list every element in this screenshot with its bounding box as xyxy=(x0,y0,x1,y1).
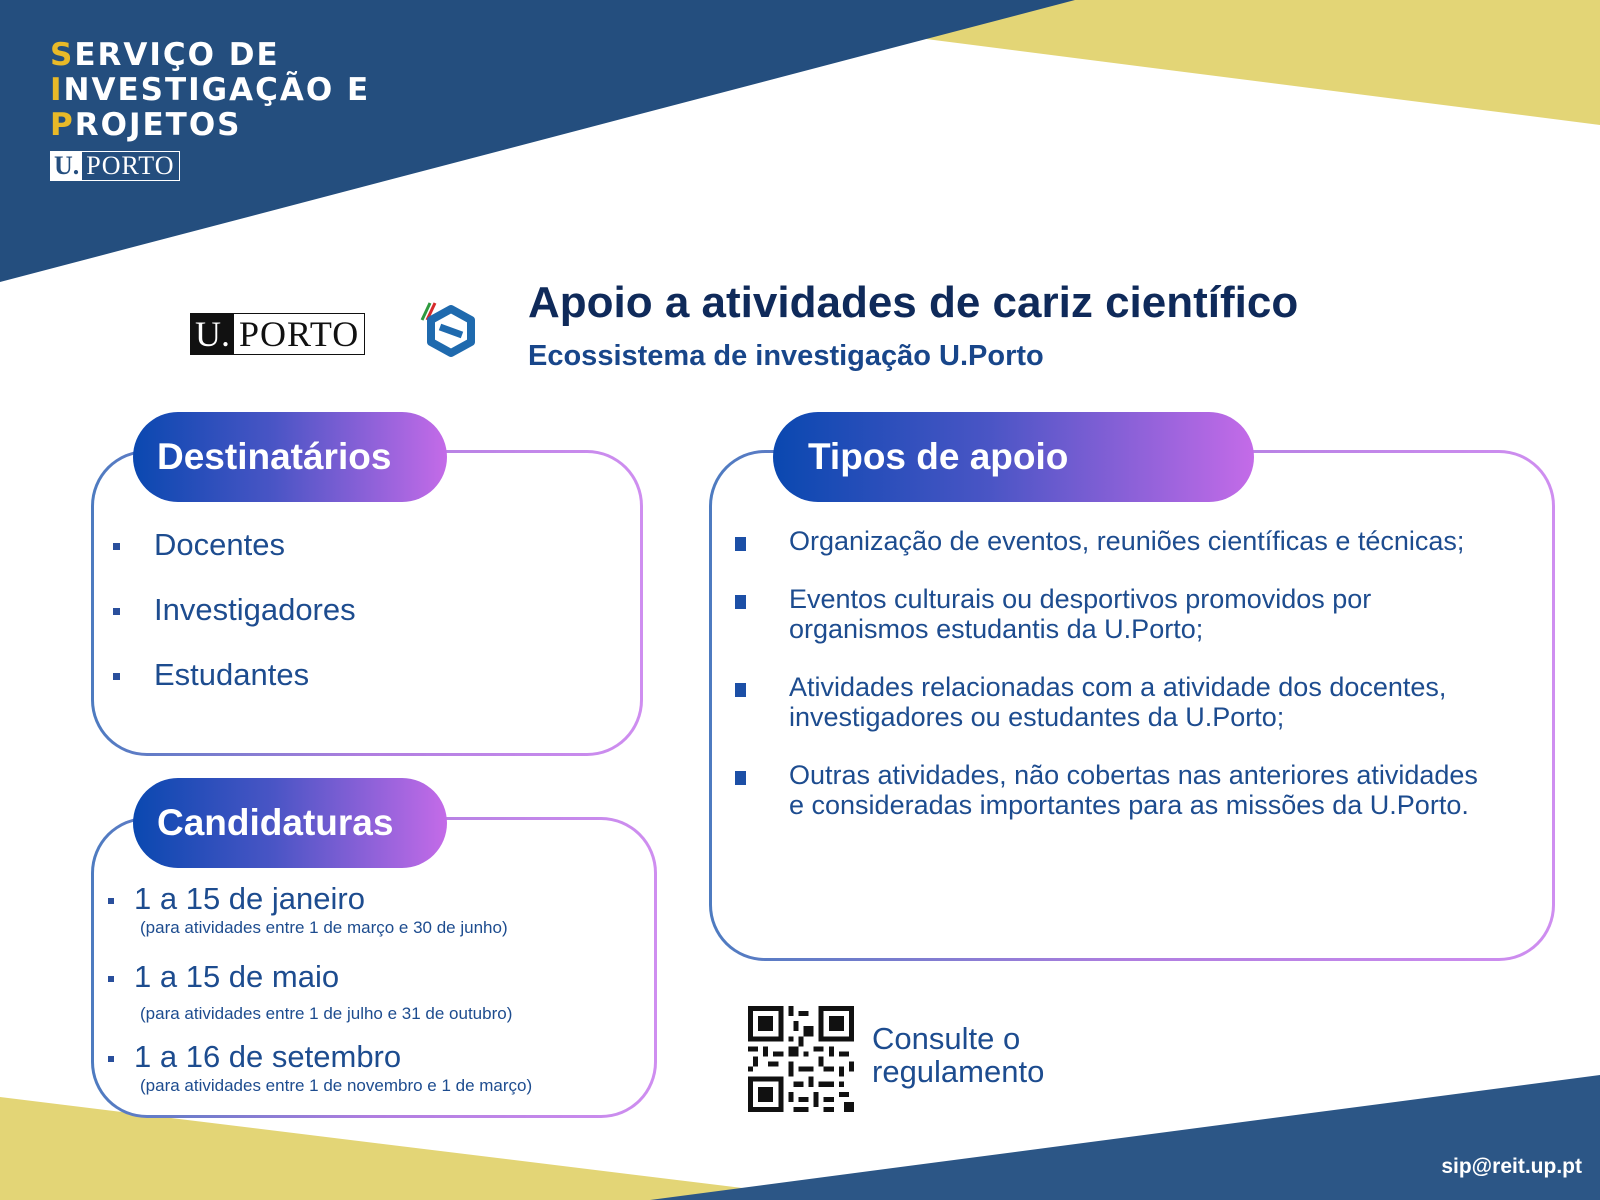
heading-text: Tipos de apoio xyxy=(808,436,1069,477)
item-text: Docentes xyxy=(154,527,285,562)
brand-text: ERVIÇO DE xyxy=(74,37,280,73)
list-item xyxy=(725,584,1495,644)
item-text: Investigadores xyxy=(154,592,356,627)
candidatura-date: 1 a 15 de janeiro xyxy=(134,881,365,916)
brand-initial: P xyxy=(50,107,75,143)
bullet-icon xyxy=(735,537,746,551)
bullet-icon xyxy=(108,898,114,904)
bullet-icon xyxy=(108,976,114,982)
uporto-brand-logo xyxy=(50,151,180,181)
bullet-icon xyxy=(735,683,746,697)
page-subtitle: Ecossistema de investigação U.Porto xyxy=(528,340,1044,372)
brand-initial: S xyxy=(50,37,75,73)
consult-regulation-link[interactable]: Consulte o regulamento xyxy=(872,1021,1045,1089)
bullet-icon xyxy=(735,595,746,609)
cgd-logo-icon xyxy=(416,300,486,360)
item-text: Atividades relacionadas com a atividade dos docentes, investigadores ou estudantes da U.Porto; xyxy=(789,672,1447,732)
brand-text: NVESTIGAÇÃO E xyxy=(63,72,371,108)
page-title: Apoio a atividades de cariz científico xyxy=(528,278,1299,327)
logo-u: U. xyxy=(51,152,82,180)
qr-code-icon[interactable] xyxy=(748,1006,854,1112)
list-item xyxy=(110,592,356,657)
bullet-icon xyxy=(108,1056,114,1062)
logo-porto: PORTO xyxy=(239,314,360,354)
bullet-icon xyxy=(113,608,120,615)
brand-line xyxy=(50,38,370,73)
heading-text: Destinatários xyxy=(157,436,392,477)
candidatura-date: 1 a 15 de maio xyxy=(134,959,340,994)
contact-email[interactable]: sip@reit.up.pt xyxy=(1441,1155,1582,1178)
bullet-icon xyxy=(113,673,120,680)
list-item xyxy=(106,1039,532,1097)
candidaturas-list xyxy=(106,881,532,1097)
list-item xyxy=(110,657,356,722)
brand-text: ROJETOS xyxy=(74,107,242,143)
list-item xyxy=(725,672,1495,732)
candidatura-date: 1 a 16 de setembro xyxy=(134,1039,402,1074)
destinatarios-heading xyxy=(133,412,447,502)
logo-porto: PORTO xyxy=(86,151,175,180)
candidatura-note: (para atividades entre 1 de novembro e 1 de março) xyxy=(140,1076,533,1095)
item-text: Estudantes xyxy=(154,657,310,692)
candidatura-note: (para atividades entre 1 de julho e 31 de outubro) xyxy=(140,1004,513,1023)
list-item xyxy=(106,959,532,1039)
brand-line xyxy=(50,108,370,143)
item-text: Outras atividades, não cobertas nas anteriores atividades e consideradas importantes para as missões da U.Porto. xyxy=(789,760,1478,820)
list-item xyxy=(106,881,532,959)
list-item xyxy=(110,527,356,592)
tipos-heading xyxy=(773,412,1254,502)
tipos-list xyxy=(725,526,1495,848)
item-text: Organização de eventos, reuniões científicas e técnicas; xyxy=(789,526,1465,556)
brand-header xyxy=(50,38,370,181)
brand-line xyxy=(50,73,370,108)
heading-text: Candidaturas xyxy=(157,802,394,843)
bullet-icon xyxy=(113,543,120,550)
list-item xyxy=(725,526,1495,556)
destinatarios-list xyxy=(110,527,356,722)
uporto-logo xyxy=(190,313,365,355)
logo-u: U. xyxy=(191,314,234,354)
item-text: Eventos culturais ou desportivos promovidos por organismos estudantis da U.Porto; xyxy=(789,584,1372,644)
brand-initial: I xyxy=(50,72,64,108)
list-item xyxy=(725,760,1495,820)
candidatura-note: (para atividades entre 1 de março e 30 de junho) xyxy=(140,918,508,937)
candidaturas-heading xyxy=(133,778,447,868)
bullet-icon xyxy=(735,771,746,785)
